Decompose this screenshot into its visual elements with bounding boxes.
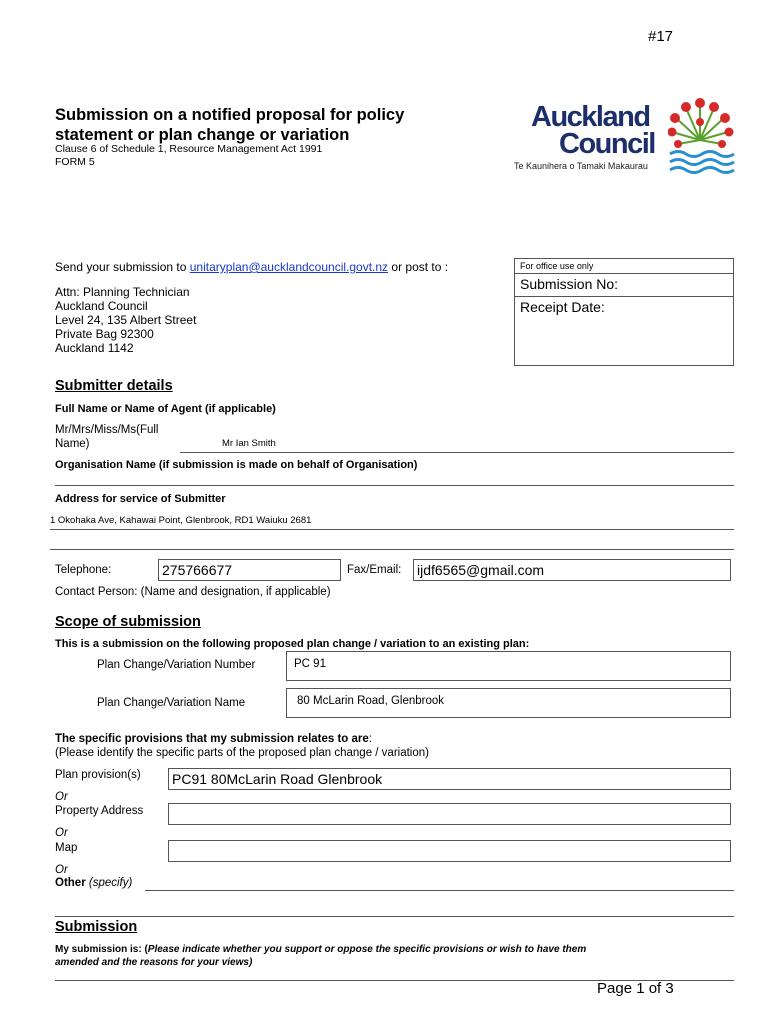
or-label: Or — [55, 864, 68, 876]
provisions-heading-text: The specific provisions that my submission relates to are — [55, 733, 369, 745]
address-label: Address for service of Submitter — [55, 493, 226, 505]
other-text: Other — [55, 877, 86, 889]
section-divider — [55, 916, 734, 917]
property-address-field[interactable] — [168, 803, 731, 825]
plan-provision-value: PC91 80McLarin Road Glenbrook — [172, 771, 383, 787]
provisions-note: (Please identify the specific parts of the proposed plan change / variation) — [55, 747, 429, 759]
postal-line: Auckland Council — [55, 299, 148, 313]
submission-no-label: Submission No: — [520, 276, 619, 292]
or-label: Or — [55, 791, 68, 803]
address-field[interactable]: 1 Okohaka Ave, Kahawai Point, Glenbrook, RD1 Waiuku 2681 — [50, 515, 312, 526]
submission-email-link[interactable]: unitaryplan@aucklandcouncil.govt.nz — [189, 260, 389, 274]
send-prefix: Send your submission to — [55, 260, 190, 274]
or-label: Or — [55, 827, 68, 839]
scope-intro: This is a submission on the following proposed plan change / variation to an existing plan: — [55, 638, 530, 650]
office-divider — [514, 273, 734, 274]
provisions-heading — [55, 732, 429, 760]
submission-intro-italic-1: Please indicate whether you support or oppose the specific provisions or wish to have them — [147, 944, 587, 955]
email-value: ijdf6565@gmail.com — [417, 562, 545, 578]
clause-text: Clause 6 of Schedule 1, Resource Management Act 1991 — [55, 143, 323, 155]
title-label-line1: Mr/Mrs/Miss/Ms(Full — [55, 424, 159, 436]
office-use-label: For office use only — [520, 261, 594, 271]
plan-change-name-value: 80 McLarin Road, Glenbrook — [297, 695, 445, 707]
postal-line: Private Bag 92300 — [55, 327, 154, 341]
fax-email-label: Fax/Email: — [347, 564, 402, 576]
send-suffix: or post to : — [388, 260, 449, 274]
office-divider — [514, 296, 734, 297]
logo-word-council: Council — [559, 128, 655, 160]
other-underline[interactable] — [145, 890, 734, 891]
form-subtitle — [55, 143, 322, 169]
pohutukawa-logo-icon — [668, 96, 742, 176]
form-title-line1: Submission on a notified proposal for policy — [55, 106, 405, 124]
organisation-underline — [55, 485, 734, 486]
property-address-label: Property Address — [55, 805, 144, 817]
email-field[interactable] — [413, 559, 731, 581]
organisation-label: Organisation Name (if submission is made on behalf of Organisation) — [55, 459, 418, 471]
plan-change-number-field[interactable] — [286, 651, 731, 681]
submission-intro-bold: My submission is: ( — [55, 944, 148, 955]
plan-change-name-label: Plan Change/Variation Name — [97, 697, 246, 709]
submitter-heading: Submitter details — [55, 378, 173, 394]
page-number: #17 — [648, 28, 674, 45]
provisions-heading-colon: : — [368, 733, 372, 745]
contact-person-label: Contact Person: (Name and designation, if applicable) — [55, 586, 331, 598]
form-title-line2: statement or plan change or variation — [55, 126, 350, 144]
telephone-field[interactable] — [158, 559, 341, 581]
map-field[interactable] — [168, 840, 731, 862]
send-instructions — [55, 260, 448, 274]
postal-line: Attn: Planning Technician — [55, 285, 190, 299]
map-label: Map — [55, 842, 78, 854]
address-underline-2 — [50, 549, 734, 550]
title-label-line2: Name) — [55, 438, 90, 450]
name-underline — [180, 452, 734, 453]
postal-line: Auckland 1142 — [55, 341, 134, 355]
plan-change-name-field[interactable] — [286, 688, 731, 718]
full-name-label: Full Name or Name of Agent (if applicable) — [55, 403, 276, 415]
telephone-label: Telephone: — [55, 564, 112, 576]
footer-page-number: Page 1 of 3 — [597, 980, 674, 997]
postal-line: Level 24, 135 Albert Street — [55, 313, 197, 327]
submission-heading: Submission — [55, 919, 138, 935]
plan-change-number-label: Plan Change/Variation Number — [97, 659, 256, 671]
scope-heading: Scope of submission — [55, 614, 201, 630]
address-underline — [50, 529, 734, 530]
logo-word-auckland: Auckland — [531, 101, 650, 133]
name-field[interactable]: Mr Ian Smith — [222, 438, 276, 449]
title-label — [55, 423, 158, 451]
plan-change-number-value: PC 91 — [294, 658, 326, 670]
receipt-date-label: Receipt Date: — [520, 299, 605, 315]
logo-tagline: Te Kaunihera o Tamaki Makaurau — [514, 161, 648, 171]
other-specify: (specify) — [85, 877, 133, 889]
submission-intro-italic-2: amended and the reasons for your views) — [55, 957, 253, 968]
other-label — [55, 877, 132, 889]
form-title — [55, 105, 475, 145]
plan-provision-field[interactable] — [168, 768, 731, 790]
plan-provision-label: Plan provision(s) — [55, 769, 141, 781]
postal-address — [55, 285, 196, 355]
telephone-value: 275766677 — [162, 562, 233, 578]
form-number: FORM 5 — [55, 156, 95, 168]
submission-intro — [55, 943, 745, 969]
